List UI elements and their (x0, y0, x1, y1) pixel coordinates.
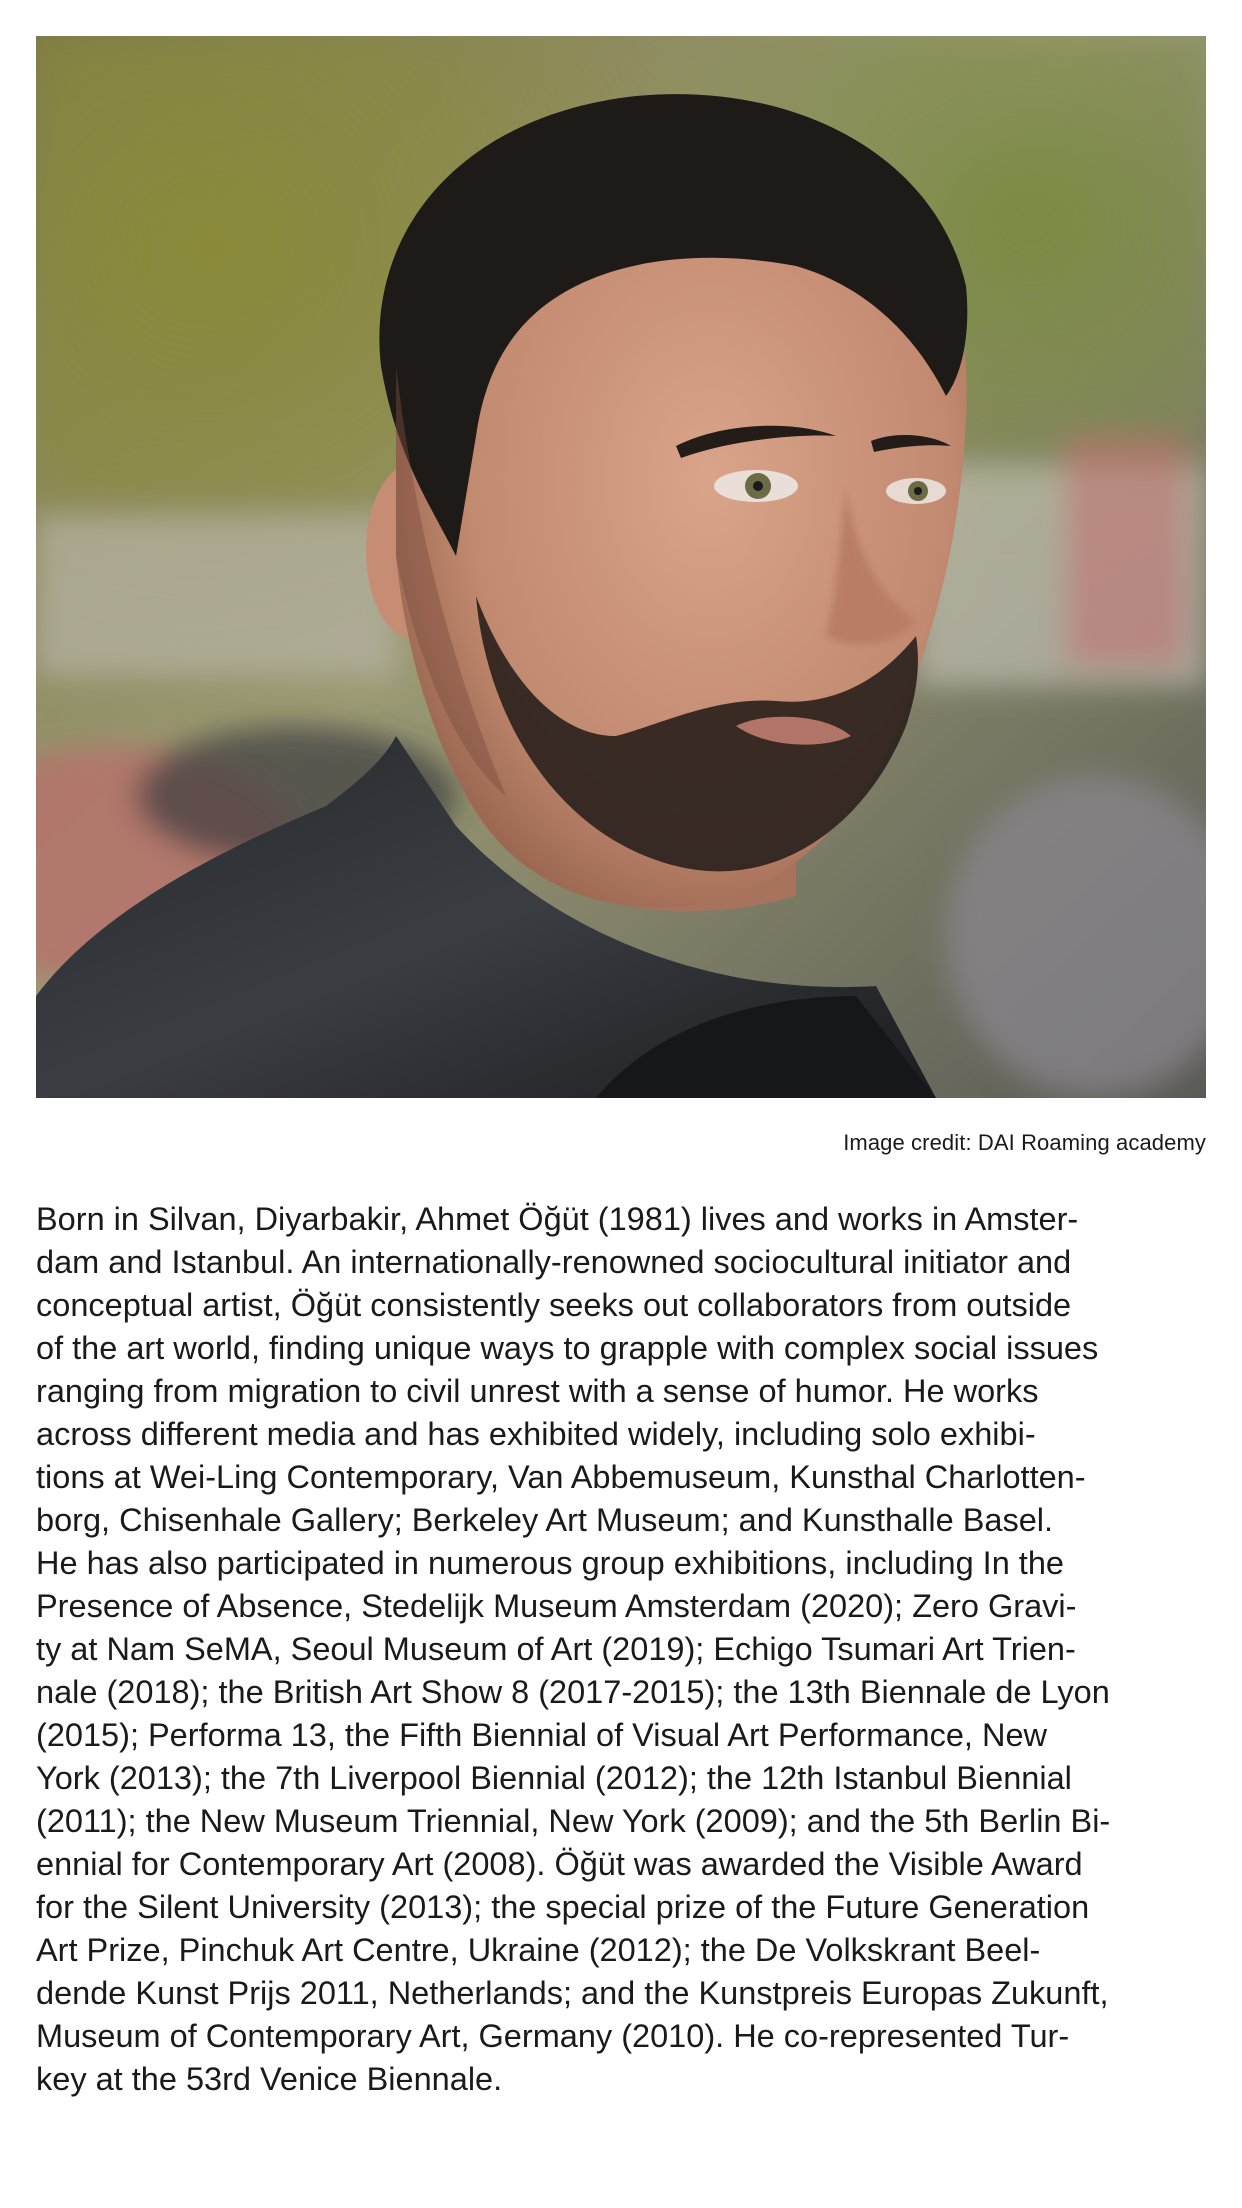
bio-line: dam and Istanbul. An internationally-renowned sociocultural initiator and (36, 1244, 1072, 1280)
bio-line: York (2013); the 7th Liverpool Biennial (2012); the 12th Istanbul Biennial (36, 1760, 1072, 1796)
artist-biography (36, 1198, 1214, 2101)
bio-line: across different media and has exhibited widely, including solo exhibi- (36, 1416, 1036, 1452)
bio-line: nale (2018); the British Art Show 8 (2017-2015); the 13th Biennale de Lyon (36, 1674, 1110, 1710)
portrait-photo (36, 36, 1206, 1098)
bio-line: tions at Wei-Ling Contemporary, Van Abbemuseum, Kunsthal Charlotten- (36, 1459, 1086, 1495)
image-credit: Image credit: DAI Roaming academy (843, 1130, 1206, 1155)
bio-line: ranging from migration to civil unrest with a sense of humor. He works (36, 1373, 1039, 1409)
bio-line: key at the 53rd Venice Biennale. (36, 2061, 503, 2097)
bio-line: Museum of Contemporary Art, Germany (2010). He co-represented Tur- (36, 2018, 1070, 2054)
bio-line: for the Silent University (2013); the special prize of the Future Generation (36, 1889, 1090, 1925)
bio-line: He has also participated in numerous group exhibitions, including In the (36, 1545, 1064, 1581)
bio-line: dende Kunst Prijs 2011, Netherlands; and the Kunstpreis Europas Zukunft, (36, 1975, 1109, 2011)
bio-line: Born in Silvan, Diyarbakir, Ahmet Öğüt (1981) lives and works in Amster- (36, 1201, 1079, 1237)
bio-line: Art Prize, Pinchuk Art Centre, Ukraine (2012); the De Volkskrant Beel- (36, 1932, 1041, 1968)
bio-line: borg, Chisenhale Gallery; Berkeley Art Museum; and Kunsthalle Basel. (36, 1502, 1054, 1538)
bio-line: Presence of Absence, Stedelijk Museum Amsterdam (2020); Zero Gravi- (36, 1588, 1077, 1624)
bio-line: (2015); Performa 13, the Fifth Biennial of Visual Art Performance, New (36, 1717, 1047, 1753)
bio-line: (2011); the New Museum Triennial, New York (2009); and the 5th Berlin Bi- (36, 1803, 1111, 1839)
bio-line: conceptual artist, Öğüt consistently seeks out collaborators from outside (36, 1287, 1072, 1323)
bio-line: ennial for Contemporary Art (2008). Öğüt was awarded the Visible Award (36, 1846, 1083, 1882)
bio-line: of the art world, finding unique ways to grapple with complex social issues (36, 1330, 1099, 1366)
portrait-illustration (36, 36, 1206, 1098)
bio-line: ty at Nam SeMA, Seoul Museum of Art (2019); Echigo Tsumari Art Trien- (36, 1631, 1076, 1667)
